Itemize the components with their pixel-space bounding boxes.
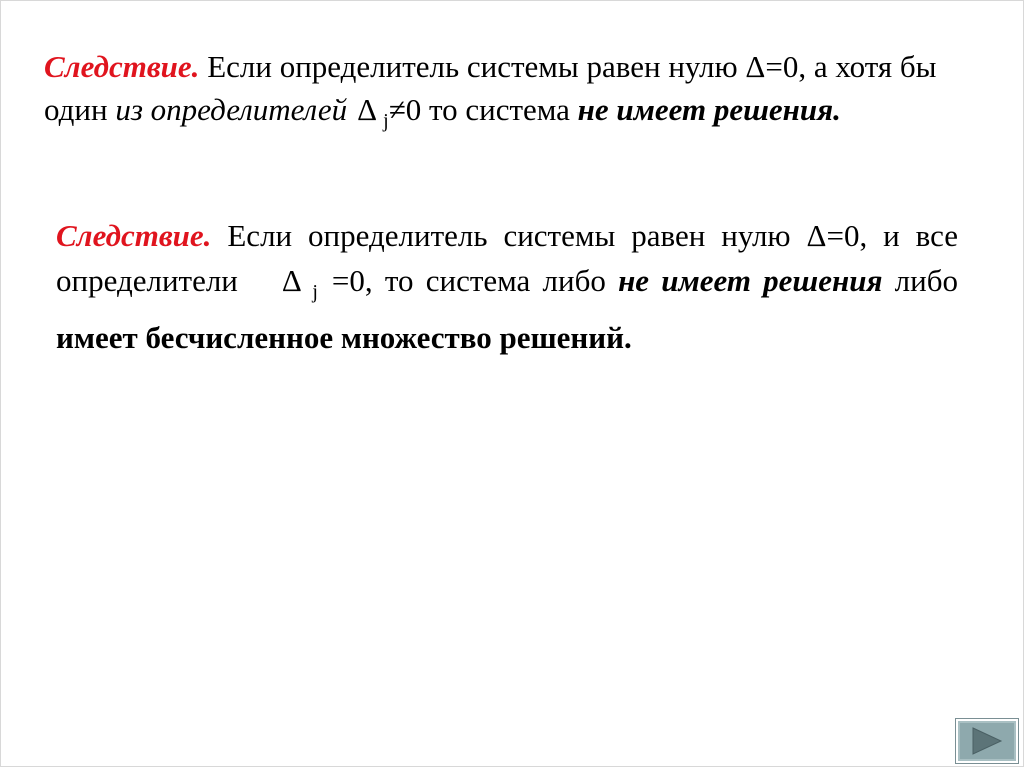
bold-italic-phrase: не имеет решения.: [577, 92, 841, 127]
bold-italic-phrase: не имеет решения: [618, 263, 883, 298]
relation: ≠0: [388, 92, 422, 127]
relation: =0,: [331, 263, 373, 298]
paragraph-text: Если определитель системы равен нулю Δ=0, и все определители: [56, 218, 958, 298]
delta-symbol: Δ: [357, 92, 376, 127]
subscript-j: j: [312, 281, 318, 303]
next-slide-button[interactable]: [956, 719, 1018, 763]
corollary-title: Следствие.: [44, 49, 200, 84]
delta-symbol: Δ: [281, 263, 301, 298]
paragraph-text: то система: [421, 92, 578, 127]
corollary-title: Следствие.: [56, 218, 212, 253]
paragraph-text: то система либо: [372, 263, 619, 298]
subscript-j: j: [383, 110, 389, 132]
italic-phrase: из определителей: [115, 92, 348, 127]
paragraph-text: либо: [882, 263, 958, 298]
corollary-paragraph-2: [56, 213, 958, 360]
paragraph-text: Если определитель системы равен нулю Δ=0, а хотя бы один: [44, 49, 937, 127]
triangle-right-icon: [970, 726, 1004, 756]
corollary-paragraph-1: [44, 45, 944, 143]
bold-phrase: имеет бесчисленное множество решений.: [56, 320, 632, 355]
